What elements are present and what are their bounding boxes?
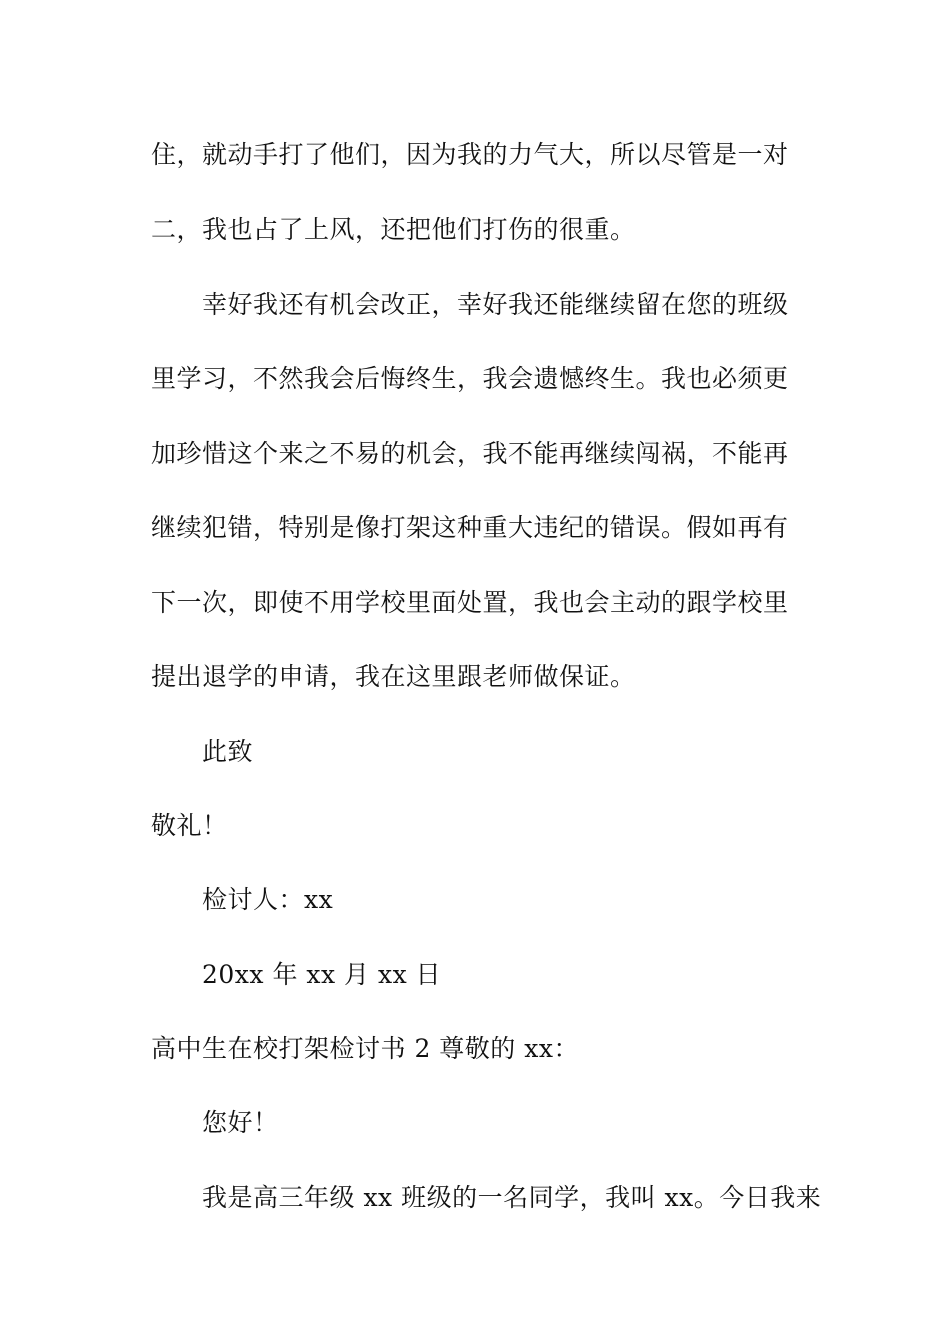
greeting-line: 您好！ <box>202 1108 279 1137</box>
paragraph-line: 下一次，即使不用学校里面处置，我也会主动的跟学校里 <box>151 588 789 617</box>
paragraph-line: 住，就动手打了他们，因为我的力气大，所以尽管是一对 <box>151 140 789 169</box>
paragraph-line: 我是高三年级 xx 班级的一名同学，我叫 xx。今日我来 <box>202 1183 822 1212</box>
section-heading: 高中生在校打架检讨书 2 尊敬的 xx： <box>151 1034 579 1063</box>
paragraph-line: 二，我也占了上风，还把他们打伤的很重。 <box>151 215 636 244</box>
closing-regards: 敬礼！ <box>151 811 228 840</box>
closing-salutation: 此致 <box>202 737 254 766</box>
paragraph-line: 里学习，不然我会后悔终生，我会遗憾终生。我也必须更 <box>151 364 789 393</box>
author-signature: 检讨人：xx <box>202 885 334 914</box>
date-line: 20xx 年 xx 月 xx 日 <box>202 960 442 989</box>
paragraph-line: 加珍惜这个来之不易的机会，我不能再继续闯祸，不能再 <box>151 439 789 468</box>
paragraph-line: 提出退学的申请，我在这里跟老师做保证。 <box>151 662 636 691</box>
paragraph-line: 幸好我还有机会改正，幸好我还能继续留在您的班级 <box>202 290 789 319</box>
paragraph-line: 继续犯错，特别是像打架这种重大违纪的错误。假如再有 <box>151 513 789 542</box>
